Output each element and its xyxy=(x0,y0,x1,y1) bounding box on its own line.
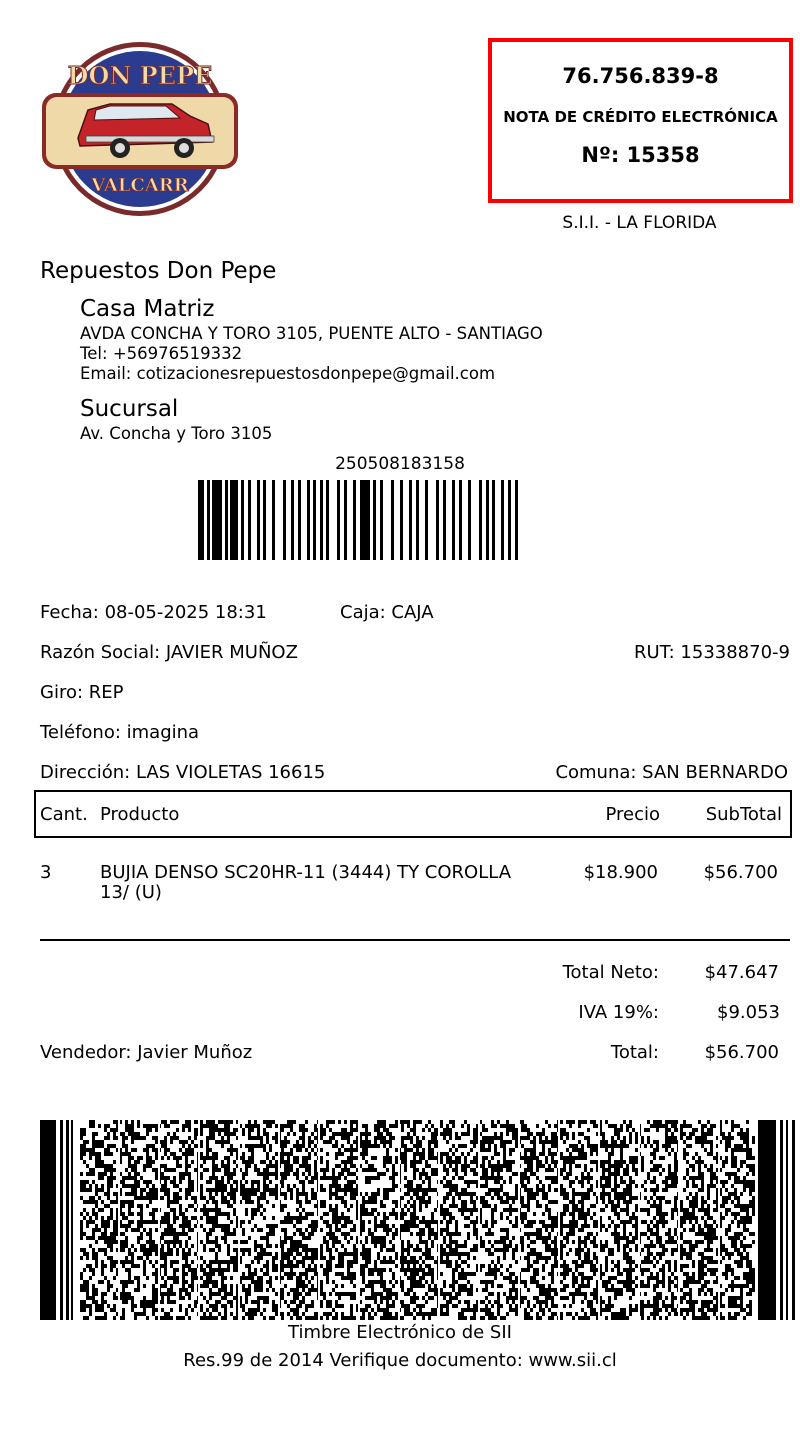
total-neto-value: $47.647 xyxy=(704,962,779,983)
total-label: Total: xyxy=(610,1042,659,1063)
barcode-number: 250508183158 xyxy=(335,454,465,474)
document-number: Nº: 15358 xyxy=(581,143,700,167)
company-name: Repuestos Don Pepe xyxy=(40,258,277,284)
iva-value: $9.053 xyxy=(717,1002,780,1023)
company-logo xyxy=(40,40,240,218)
header-subtotal: SubTotal xyxy=(705,804,782,825)
timbre-electronico-barcode xyxy=(40,1120,800,1320)
sii-office: S.I.I. - LA FLORIDA xyxy=(562,213,717,233)
footer-timbre: Timbre Electrónico de SII xyxy=(288,1322,512,1343)
header-precio: Precio xyxy=(605,804,660,825)
caja: Caja: CAJA xyxy=(340,602,434,623)
row-cant: 3 xyxy=(40,862,52,883)
casa-matriz-phone: Tel: +56976519332 xyxy=(80,344,243,363)
table-header xyxy=(34,790,792,838)
logo-top-text: DON PEPE xyxy=(67,61,213,90)
row-producto-line1: BUJIA DENSO SC20HR-11 (3444) TY COROLLA xyxy=(100,862,512,883)
barcode-image xyxy=(198,480,602,560)
sucursal-address: Av. Concha y Toro 3105 xyxy=(80,424,273,443)
total-value: $56.700 xyxy=(704,1042,779,1063)
casa-matriz-email: Email: cotizacionesrepuestosdonpepe@gmail.com xyxy=(80,364,496,383)
totals-divider xyxy=(40,939,790,941)
telefono: Teléfono: imagina xyxy=(40,722,200,743)
giro: Giro: REP xyxy=(40,682,124,703)
logo-bottom-text: VALCARR xyxy=(91,175,189,196)
row-precio: $18.900 xyxy=(583,862,658,883)
total-neto-label: Total Neto: xyxy=(562,962,659,983)
header-cant: Cant. xyxy=(40,804,88,825)
footer-resolucion: Res.99 de 2014 Verifique documento: www.sii.cl xyxy=(183,1350,617,1371)
customer-rut: RUT: 15338870-9 xyxy=(633,642,790,663)
row-subtotal: $56.700 xyxy=(703,862,778,883)
document-folio-box xyxy=(488,38,793,203)
direccion: Dirección: LAS VIOLETAS 16615 xyxy=(40,762,326,783)
razon-social: Razón Social: JAVIER MUÑOZ xyxy=(40,642,298,663)
issuer-rut: 76.756.839-8 xyxy=(562,64,719,88)
sucursal-title: Sucursal xyxy=(80,396,179,422)
row-producto-line2: 13/ (U) xyxy=(100,882,162,903)
table-row xyxy=(0,862,800,912)
comuna: Comuna: SAN BERNARDO xyxy=(555,762,788,783)
vendedor: Vendedor: Javier Muñoz xyxy=(40,1042,253,1063)
casa-matriz-address: AVDA CONCHA Y TORO 3105, PUENTE ALTO - SANTIAGO xyxy=(80,324,543,343)
fecha: Fecha: 08-05-2025 18:31 xyxy=(40,602,267,623)
document-type: NOTA DE CRÉDITO ELECTRÓNICA xyxy=(503,108,778,126)
header-producto: Producto xyxy=(100,804,180,825)
casa-matriz-title: Casa Matriz xyxy=(80,296,215,322)
iva-label: IVA 19%: xyxy=(578,1002,659,1023)
